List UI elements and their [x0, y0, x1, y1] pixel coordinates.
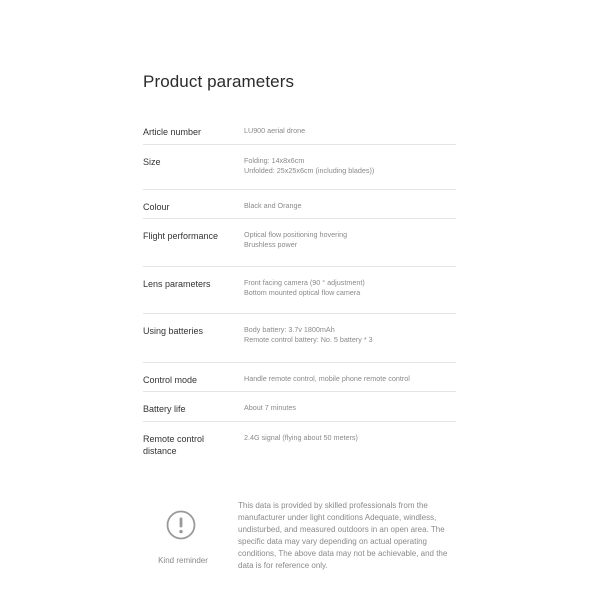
param-row-control-mode [143, 363, 456, 392]
parameters-table [143, 115, 456, 467]
param-value [244, 267, 456, 313]
param-value [244, 392, 456, 421]
param-label: Article number [143, 127, 202, 137]
param-row-flight-performance [143, 219, 456, 267]
param-value-line: Body battery: 3.7v 1800mAh [244, 325, 335, 334]
param-value [244, 219, 456, 266]
param-row-using-batteries [143, 314, 456, 363]
param-label: Control mode [143, 375, 198, 385]
param-row-lens-parameters [143, 267, 456, 314]
param-row-size [143, 145, 456, 190]
param-value-line: Bottom mounted optical flow camera [244, 287, 361, 297]
param-value-line: Folding: 14x8x6cm [244, 156, 305, 165]
param-row-article-number [143, 115, 456, 145]
param-label: Colour [143, 202, 170, 212]
param-value-line: LU900 aerial drone [244, 126, 306, 135]
param-value [244, 422, 456, 467]
param-value-line: Optical flow positioning hovering [244, 230, 348, 239]
param-label: Remote control distance [143, 434, 205, 456]
param-value [244, 115, 456, 144]
exclamation-circle-icon [166, 510, 196, 540]
param-label: Battery life [143, 404, 186, 414]
param-row-remote-control-distance [143, 422, 456, 467]
param-value-line: 2.4G signal (flying about 50 meters) [244, 433, 358, 442]
param-row-battery-life [143, 392, 456, 422]
reminder-text: This data is provided by skilled professionals from the manufacturer under light conditions Adequate, windless, undisturbed, and measured outdoors in an open area. The specific data may vary depending on actual operating conditions, The above data may not be achievable, and the data is for reference only. [238, 501, 448, 570]
param-value-line: About 7 minutes [244, 403, 296, 412]
param-label: Using batteries [143, 326, 204, 336]
param-label: Lens parameters [143, 279, 211, 289]
reminder-label: Kind reminder [158, 556, 208, 565]
param-value-line: Unfolded: 25x25x6cm (including blades)) [244, 165, 375, 175]
param-value [244, 190, 456, 218]
param-label: Flight performance [143, 231, 219, 241]
page-title: Product parameters [143, 72, 295, 91]
param-value [244, 145, 456, 189]
param-value [244, 314, 456, 362]
param-label: Size [143, 157, 161, 167]
param-value-line: Handle remote control, mobile phone remote control [244, 374, 410, 383]
param-value-line: Brushless power [244, 239, 298, 249]
param-value-line: Black and Orange [244, 201, 302, 210]
param-value [244, 363, 456, 391]
param-value-line: Remote control battery: No. 5 battery * 3 [244, 334, 373, 344]
param-value-line: Front facing camera (90 ° adjustment) [244, 278, 365, 287]
param-row-colour [143, 190, 456, 219]
